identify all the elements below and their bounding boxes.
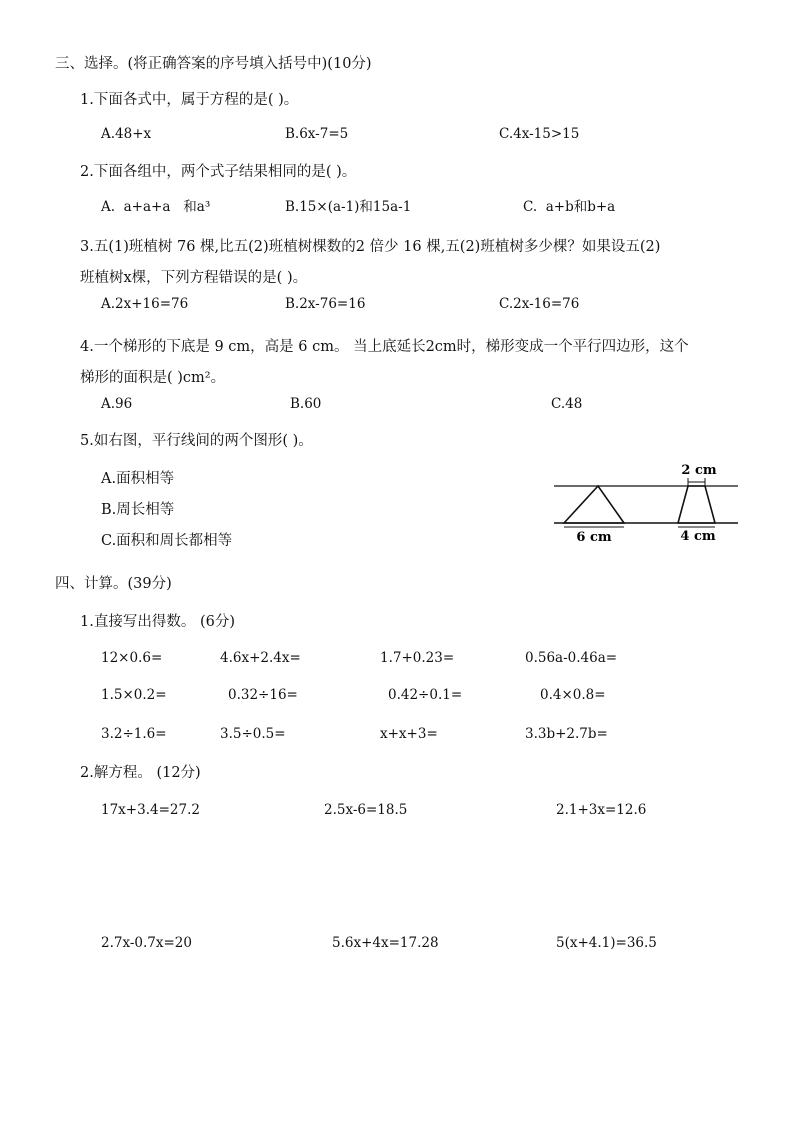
section-3-title: 三、选择。(将正确答案的序号填入括号中)(10分) xyxy=(55,56,372,72)
q4-option-b: B.60 xyxy=(290,396,322,412)
q4-option-a: A.96 xyxy=(101,396,133,412)
calc-item: 3.5÷0.5= xyxy=(220,726,286,742)
q3-option-b: B.2x-76=16 xyxy=(285,296,366,312)
q3-stem-line2: 班植树x棵，下列方程错误的是( )。 xyxy=(80,270,308,286)
equation-item: 2.5x-6=18.5 xyxy=(324,802,408,818)
calc-item: 3.2÷1.6= xyxy=(101,726,167,742)
q2-option-b: B.15×(a-1)和15a-1 xyxy=(285,199,412,215)
calc-item: 4.6x+2.4x= xyxy=(220,650,301,666)
part1-heading: 1.直接写出得数。 (6分) xyxy=(80,614,235,630)
q4-option-c: C.48 xyxy=(551,396,583,412)
label-4cm: 4 cm xyxy=(680,529,716,544)
calc-item: 1.5×0.2= xyxy=(101,687,167,703)
q5-option-a: A.面积相等 xyxy=(101,471,175,487)
q2-option-a: A. a+a+a 和a³ xyxy=(101,199,211,215)
triangle-shape xyxy=(564,486,624,523)
calc-item: 3.3b+2.7b= xyxy=(525,726,608,742)
equation-item: 5(x+4.1)=36.5 xyxy=(556,935,657,951)
q3-stem-line1: 3.五(1)班植树 76 棵,比五(2)班植树棵数的2 倍少 16 棵,五(2)班植树多少棵？如果设五(2) xyxy=(80,239,661,255)
q5-option-c: C.面积和周长都相等 xyxy=(101,533,233,549)
q4-stem-line1: 4.一个梯形的下底是 9 cm，高是 6 cm。 当上底延长2cm时，梯形变成一个平行四边形，这个 xyxy=(80,339,689,355)
calc-item: 0.42÷0.1= xyxy=(388,687,463,703)
q1-option-a: A.48+x xyxy=(101,126,152,142)
q5-option-b: B.周长相等 xyxy=(101,502,175,518)
trapezoid-shape xyxy=(678,486,715,523)
section-4-title: 四、计算。(39分) xyxy=(55,576,172,592)
part2-heading: 2.解方程。 (12分) xyxy=(80,765,201,781)
q1-stem: 1.下面各式中，属于方程的是( )。 xyxy=(80,92,299,108)
q1-option-c: C.4x-15>15 xyxy=(499,126,580,142)
q1-option-b: B.6x-7=5 xyxy=(285,126,349,142)
label-6cm: 6 cm xyxy=(576,530,612,545)
label-2cm: 2 cm xyxy=(681,463,717,478)
q5-stem: 5.如右图，平行线间的两个图形( )。 xyxy=(80,433,313,449)
q3-option-c: C.2x-16=76 xyxy=(499,296,580,312)
calc-item: 0.32÷16= xyxy=(228,687,298,703)
calc-item: x+x+3= xyxy=(380,726,438,742)
q3-option-a: A.2x+16=76 xyxy=(101,296,189,312)
q4-stem-line2: 梯形的面积是( )cm²。 xyxy=(80,370,226,386)
parallel-lines-figure xyxy=(550,456,742,548)
calc-item: 0.4×0.8= xyxy=(540,687,606,703)
equation-item: 2.1+3x=12.6 xyxy=(556,802,647,818)
calc-item: 0.56a-0.46a= xyxy=(525,650,618,666)
q2-stem: 2.下面各组中，两个式子结果相同的是( )。 xyxy=(80,164,357,180)
q2-option-c: C. a+b和b+a xyxy=(523,199,616,215)
equation-item: 2.7x-0.7x=20 xyxy=(101,935,192,951)
equation-item: 5.6x+4x=17.28 xyxy=(332,935,439,951)
calc-item: 1.7+0.23= xyxy=(380,650,455,666)
calc-item: 12×0.6= xyxy=(101,650,163,666)
equation-item: 17x+3.4=27.2 xyxy=(101,802,200,818)
